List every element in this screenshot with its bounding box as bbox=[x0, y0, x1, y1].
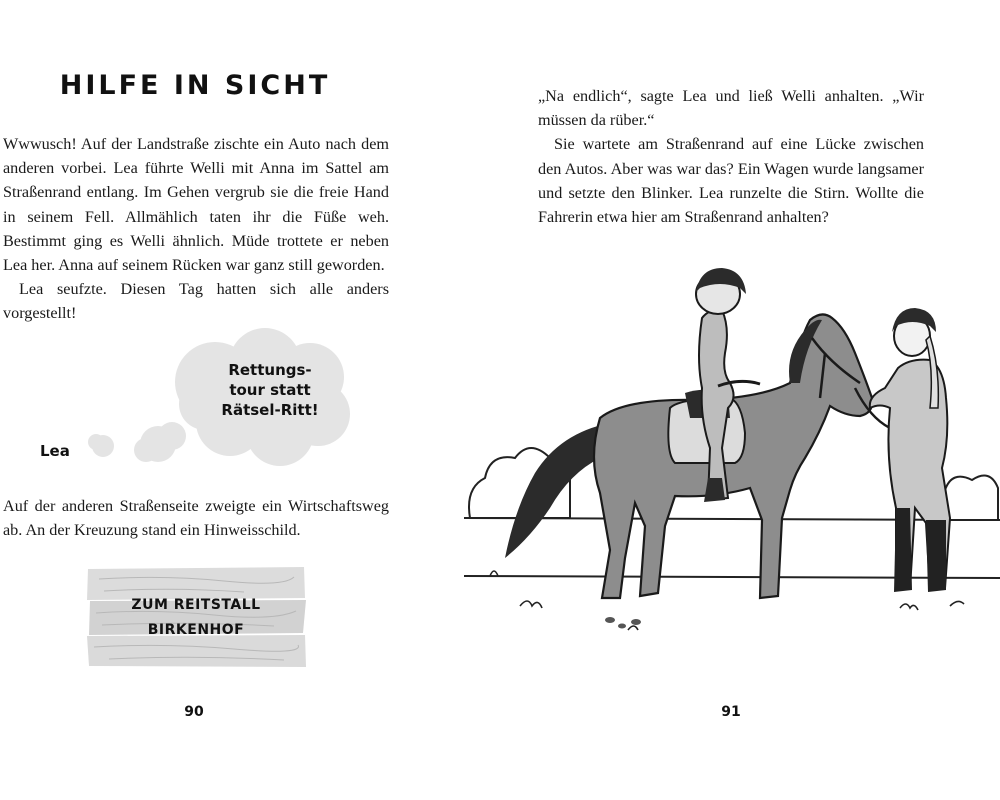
speaker-label: Lea bbox=[40, 442, 70, 460]
pony-and-riders-icon bbox=[460, 258, 1000, 638]
right-text-block bbox=[538, 84, 924, 229]
thought-bubble-text: Rettungs- tour statt Rätsel-Ritt! bbox=[221, 361, 319, 419]
chapter-title: HILFE IN SICHT bbox=[59, 70, 331, 101]
paragraph: Auf der anderen Straßenseite zweigte ein Wirtschaftsweg ab. An der Kreuzung stand ein Hinweisschild. bbox=[3, 497, 389, 540]
left-text-block-bottom bbox=[3, 494, 389, 542]
horse-illustration bbox=[460, 258, 1000, 638]
paragraph: Wwwusch! Auf der Landstraße zischte ein Auto nach dem anderen vorbei. Lea führte Welli mit Anna im Sattel am Straßenrand entlang. Im Gehen vergrub sie die freie Hand in seinem Fell. Allmählich taten ihr die Füße weh. Bestimmt ging es Welli ähnlich. Müde trottete er neben Lea her. Anna auf seinem Rücken war ganz still geworden. bbox=[3, 135, 389, 275]
paragraph: „Na endlich“, sagte Lea und ließ Welli anhalten. „Wir müssen da rüber.“ bbox=[538, 87, 924, 130]
page-number: 91 bbox=[721, 704, 741, 720]
page-number: 90 bbox=[184, 704, 204, 720]
left-text-block-top bbox=[3, 132, 389, 326]
direction-sign bbox=[84, 565, 308, 670]
sign-text: ZUM REITSTALL BIRKENHOF bbox=[131, 597, 261, 638]
paragraph: Lea seufzte. Diesen Tag hatten sich alle anders vorgestellt! bbox=[3, 280, 389, 323]
paragraph: Sie wartete am Straßenrand auf eine Lücke zwischen den Autos. Aber was war das? Ein Wagen wurde langsamer und setzte den Blinker. Lea runzelte die Stirn. Wollte die Fahrerin etwa hier am Straßenrand anhalten? bbox=[538, 135, 924, 227]
